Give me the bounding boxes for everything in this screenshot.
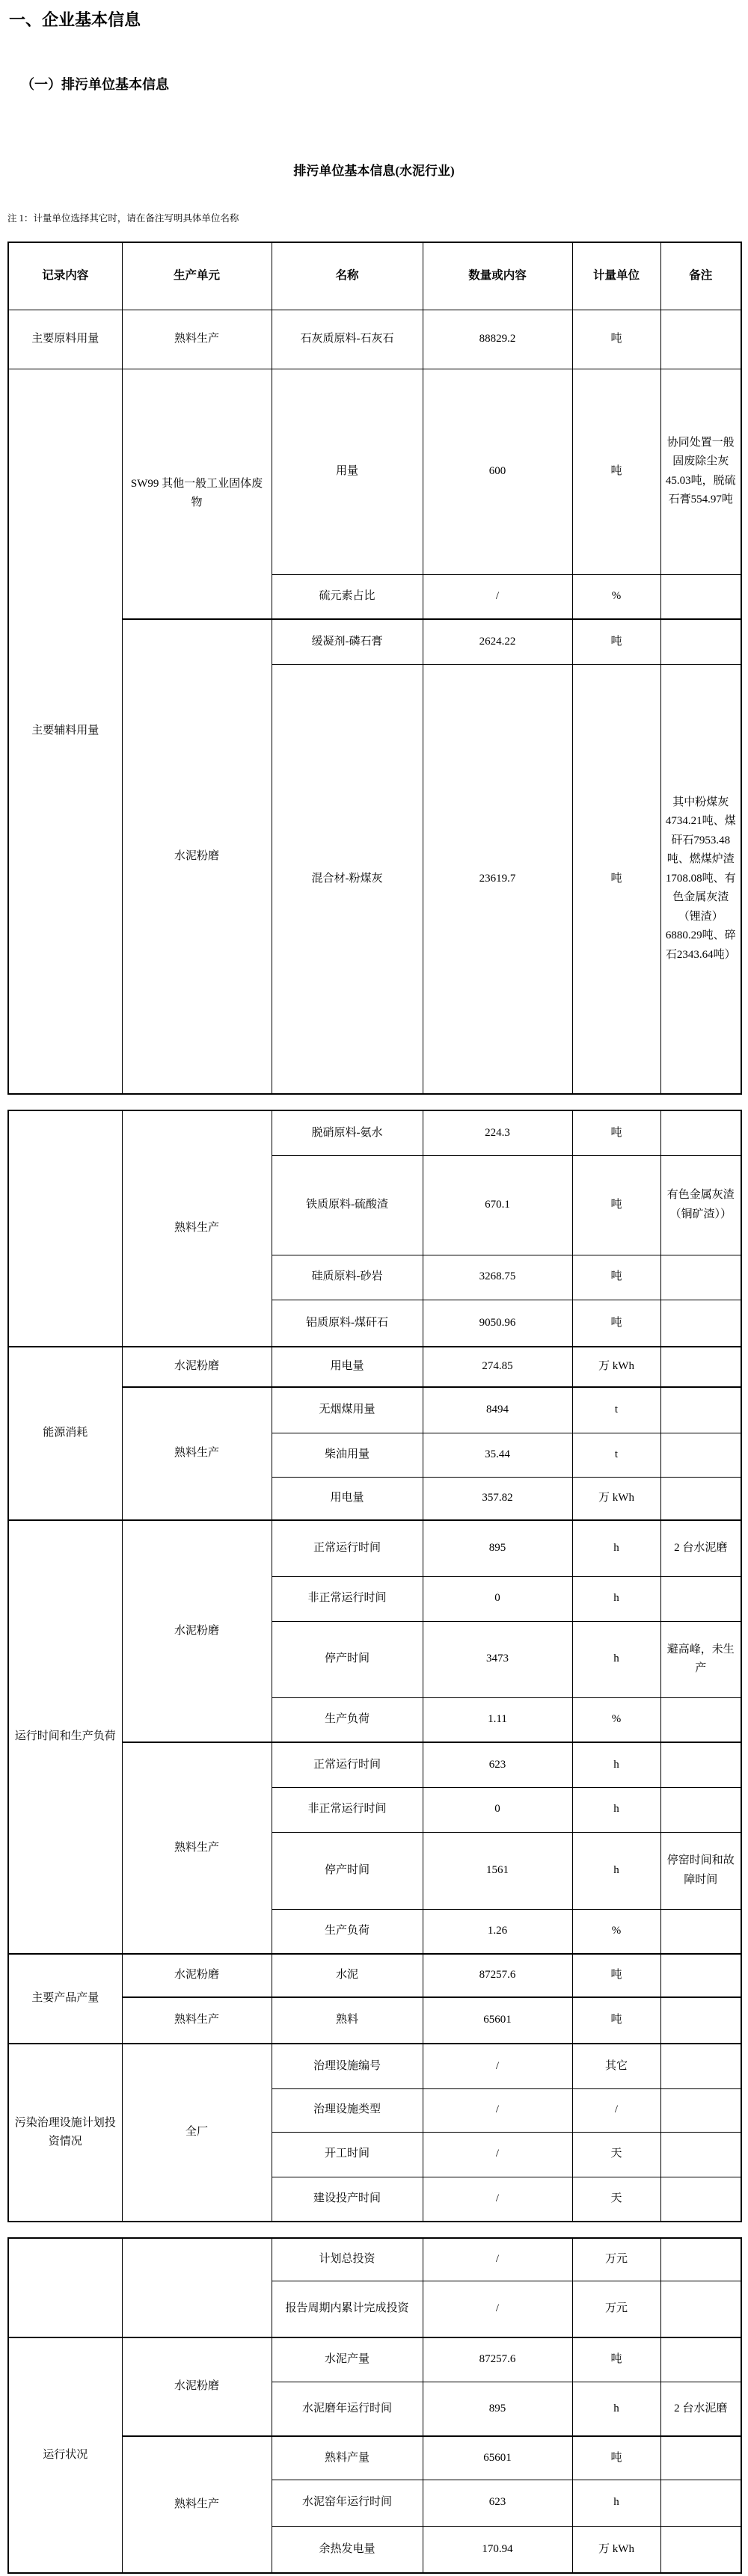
table-cell: 万元 (572, 2238, 660, 2281)
table-cell: h (572, 1621, 660, 1697)
basic-info-table-part-2 (7, 1110, 742, 2222)
table-cell: 万元 (572, 2281, 660, 2337)
table-cell: 水泥窑年运行时间 (272, 2480, 423, 2526)
table-cell (660, 2436, 741, 2480)
table-cell: 用量 (272, 369, 423, 574)
table-cell: h (572, 2480, 660, 2526)
table-cell: 协同处置一般固废除尘灰45.03吨，脱硫石膏554.97吨 (660, 369, 741, 574)
table-cell (8, 2238, 122, 2337)
table-cell: 吨 (572, 1110, 660, 1155)
table-cell: 主要辅料用量 (8, 369, 122, 1094)
table-cell: 65601 (423, 2436, 572, 2480)
table-cell: 硫元素占比 (272, 574, 423, 619)
table-cell: 主要产品产量 (8, 1954, 122, 2044)
table-cell: 623 (423, 2480, 572, 2526)
table-cell (660, 1954, 741, 1997)
table-cell: 吨 (572, 1954, 660, 1997)
table-cell: 其它 (572, 2044, 660, 2088)
table-cell: 铝质原料-煤矸石 (272, 1300, 423, 1347)
table-cell: 熟料生产 (122, 2436, 272, 2573)
table-cell: 吨 (572, 369, 660, 574)
table-cell: 1.26 (423, 1909, 572, 1954)
table-cell: 水泥粉磨 (122, 619, 272, 1094)
table-cell: 有色金属灰渣（铜矿渣）） (660, 1155, 741, 1255)
table-note: 注 1：计量单位选择其它时，请在备注写明具体单位名称 (7, 212, 239, 224)
table-cell: 石灰质原料-石灰石 (272, 310, 423, 369)
table-cell: 水泥粉磨 (122, 1520, 272, 1742)
table-cell (660, 2337, 741, 2382)
table-cell: 正常运行时间 (272, 1520, 423, 1576)
table-cell: 铁质原料-硫酸渣 (272, 1155, 423, 1255)
table-cell: 0 (423, 1576, 572, 1621)
table-cell: 万 kWh (572, 1477, 660, 1520)
table-cell (660, 1347, 741, 1387)
table-cell (660, 2044, 741, 2088)
table-cell: 895 (423, 2382, 572, 2436)
table-cell: 65601 (423, 1997, 572, 2044)
table-cell: 开工时间 (272, 2132, 423, 2177)
table-cell (660, 1997, 741, 2044)
header-cell: 生产单元 (122, 242, 272, 310)
table-cell: % (572, 1909, 660, 1954)
table-cell: SW99 其他一般工业固体废物 (122, 369, 272, 619)
table-cell: 2624.22 (423, 619, 572, 664)
table-cell: 87257.6 (423, 1954, 572, 1997)
table-cell: 1.11 (423, 1697, 572, 1742)
table-cell: 87257.6 (423, 2337, 572, 2382)
header-cell: 备注 (660, 242, 741, 310)
table-cell: / (423, 574, 572, 619)
table-cell: 非正常运行时间 (272, 1787, 423, 1832)
table-cell: 熟料生产 (122, 1387, 272, 1520)
table-cell: 274.85 (423, 1347, 572, 1387)
table-cell: / (423, 2088, 572, 2132)
table-cell: 水泥 (272, 1954, 423, 1997)
table-cell: 污染治理设施计划投资情况 (8, 2044, 122, 2222)
table-cell: 硅质原料-砂岩 (272, 1255, 423, 1300)
table-cell: 357.82 (423, 1477, 572, 1520)
table-cell: 其中粉煤灰4734.21吨、煤矸石7953.48吨、燃煤炉渣1708.08吨、有色金属灰渣（锂渣）6880.29吨、碎石2343.64吨） (660, 664, 741, 1094)
report-document (7, 0, 741, 2574)
table-cell: % (572, 574, 660, 619)
table-cell: 9050.96 (423, 1300, 572, 1347)
table-cell: 水泥粉磨 (122, 1347, 272, 1387)
table-cell: h (572, 1742, 660, 1787)
table-cell: 吨 (572, 1997, 660, 2044)
table-cell: 用电量 (272, 1347, 423, 1387)
table-cell: 88829.2 (423, 310, 572, 369)
table-cell: 正常运行时间 (272, 1742, 423, 1787)
table-cell (660, 1433, 741, 1477)
table-cell: 600 (423, 369, 572, 574)
table-cell: 熟料生产 (122, 1742, 272, 1954)
table-cell: 万 kWh (572, 1347, 660, 1387)
table-cell: 全厂 (122, 2044, 272, 2222)
table-cell: 2 台水泥磨 (660, 1520, 741, 1576)
table-cell: 报告周期内累计完成投资 (272, 2281, 423, 2337)
table-cell: 吨 (572, 2337, 660, 2382)
table-cell: h (572, 1832, 660, 1909)
table-cell: 熟料生产 (122, 1997, 272, 2044)
table-cell: 吨 (572, 310, 660, 369)
table-cell: 脱硝原料-氨水 (272, 1110, 423, 1155)
table-cell: 670.1 (423, 1155, 572, 1255)
table-mount-2 (7, 1110, 741, 2222)
table-cell (660, 1787, 741, 1832)
header-cell: 记录内容 (8, 242, 122, 310)
table-cell (660, 1742, 741, 1787)
table-cell: 吨 (572, 1255, 660, 1300)
table-cell (660, 2526, 741, 2573)
table-cell: 170.94 (423, 2526, 572, 2573)
table-cell: / (423, 2281, 572, 2337)
basic-info-table-part-1 (7, 242, 742, 1095)
table-cell: 35.44 (423, 1433, 572, 1477)
table-cell: / (423, 2044, 572, 2088)
basic-info-table-part-3 (7, 2237, 742, 2574)
table-cell: 623 (423, 1742, 572, 1787)
table-cell: 1561 (423, 1832, 572, 1909)
table-cell: 熟料生产 (122, 1110, 272, 1347)
table-cell: 混合材-粉煤灰 (272, 664, 423, 1094)
table-cell: 无烟煤用量 (272, 1387, 423, 1433)
table-cell: 停产时间 (272, 1832, 423, 1909)
table-cell: 224.3 (423, 1110, 572, 1155)
table-cell (660, 1110, 741, 1155)
table-title: 排污单位基本信息(水泥行业) (293, 163, 455, 178)
table-cell: t (572, 1387, 660, 1433)
table-cell (660, 1255, 741, 1300)
table-cell: 主要原料用量 (8, 310, 122, 369)
header-cell: 名称 (272, 242, 423, 310)
table-cell: 生产负荷 (272, 1697, 423, 1742)
table-cell: 水泥产量 (272, 2337, 423, 2382)
table-cell: 水泥磨年运行时间 (272, 2382, 423, 2436)
table-cell (660, 2177, 741, 2222)
table-cell: h (572, 1576, 660, 1621)
table-cell: 天 (572, 2177, 660, 2222)
table-cell: 万 kWh (572, 2526, 660, 2573)
table-cell: 生产负荷 (272, 1909, 423, 1954)
table-cell: 吨 (572, 619, 660, 664)
header-cell: 数量或内容 (423, 242, 572, 310)
table-cell (660, 1576, 741, 1621)
table-cell: 895 (423, 1520, 572, 1576)
table-cell (660, 1697, 741, 1742)
table-cell (122, 2238, 272, 2337)
table-cell: 熟料生产 (122, 310, 272, 369)
table-cell (660, 2480, 741, 2526)
table-cell: 治理设施编号 (272, 2044, 423, 2088)
table-cell: 熟料产量 (272, 2436, 423, 2480)
table-cell (660, 1909, 741, 1954)
table-cell: 0 (423, 1787, 572, 1832)
table-cell: 水泥粉磨 (122, 2337, 272, 2436)
table-cell: 吨 (572, 2436, 660, 2480)
table-cell: 运行时间和生产负荷 (8, 1520, 122, 1954)
table-cell: / (572, 2088, 660, 2132)
table-cell: 吨 (572, 1155, 660, 1255)
table-cell: 能源消耗 (8, 1347, 122, 1520)
table-cell (8, 1110, 122, 1347)
table-cell: 熟料 (272, 1997, 423, 2044)
table-cell (660, 310, 741, 369)
table-cell: / (423, 2177, 572, 2222)
table-cell (660, 619, 741, 664)
table-cell (660, 2238, 741, 2281)
subsection-heading: （一）排污单位基本信息 (21, 77, 169, 93)
table-cell: 余热发电量 (272, 2526, 423, 2573)
table-cell: 2 台水泥磨 (660, 2382, 741, 2436)
section-heading: 一、企业基本信息 (9, 10, 141, 29)
table-cell: 停窑时间和故障时间 (660, 1832, 741, 1909)
table-cell: 运行状况 (8, 2337, 122, 2573)
table-cell: 缓凝剂-磷石膏 (272, 619, 423, 664)
table-cell: / (423, 2132, 572, 2177)
table-cell: 天 (572, 2132, 660, 2177)
table-cell (660, 2132, 741, 2177)
table-cell: % (572, 1697, 660, 1742)
table-cell (660, 2281, 741, 2337)
table-cell: 水泥粉磨 (122, 1954, 272, 1997)
table-cell: 建设投产时间 (272, 2177, 423, 2222)
table-cell (660, 2088, 741, 2132)
table-cell: h (572, 2382, 660, 2436)
table-cell (660, 574, 741, 619)
table-cell: 用电量 (272, 1477, 423, 1520)
table-cell: 3473 (423, 1621, 572, 1697)
table-cell: 3268.75 (423, 1255, 572, 1300)
table-cell: t (572, 1433, 660, 1477)
table-cell: 停产时间 (272, 1621, 423, 1697)
table-cell: 避高峰，未生产 (660, 1621, 741, 1697)
table-cell (660, 1300, 741, 1347)
table-cell (660, 1387, 741, 1433)
table-cell: / (423, 2238, 572, 2281)
table-cell: 非正常运行时间 (272, 1576, 423, 1621)
header-cell: 计量单位 (572, 242, 660, 310)
table-cell: 吨 (572, 664, 660, 1094)
table-mount-1 (7, 242, 741, 1095)
table-mount-3 (7, 2237, 741, 2574)
table-cell (660, 1477, 741, 1520)
table-cell: 吨 (572, 1300, 660, 1347)
table-cell: h (572, 1787, 660, 1832)
table-cell: 计划总投资 (272, 2238, 423, 2281)
table-cell: 8494 (423, 1387, 572, 1433)
table-cell: 治理设施类型 (272, 2088, 423, 2132)
table-cell: 柴油用量 (272, 1433, 423, 1477)
table-cell: 23619.7 (423, 664, 572, 1094)
table-cell: h (572, 1520, 660, 1576)
